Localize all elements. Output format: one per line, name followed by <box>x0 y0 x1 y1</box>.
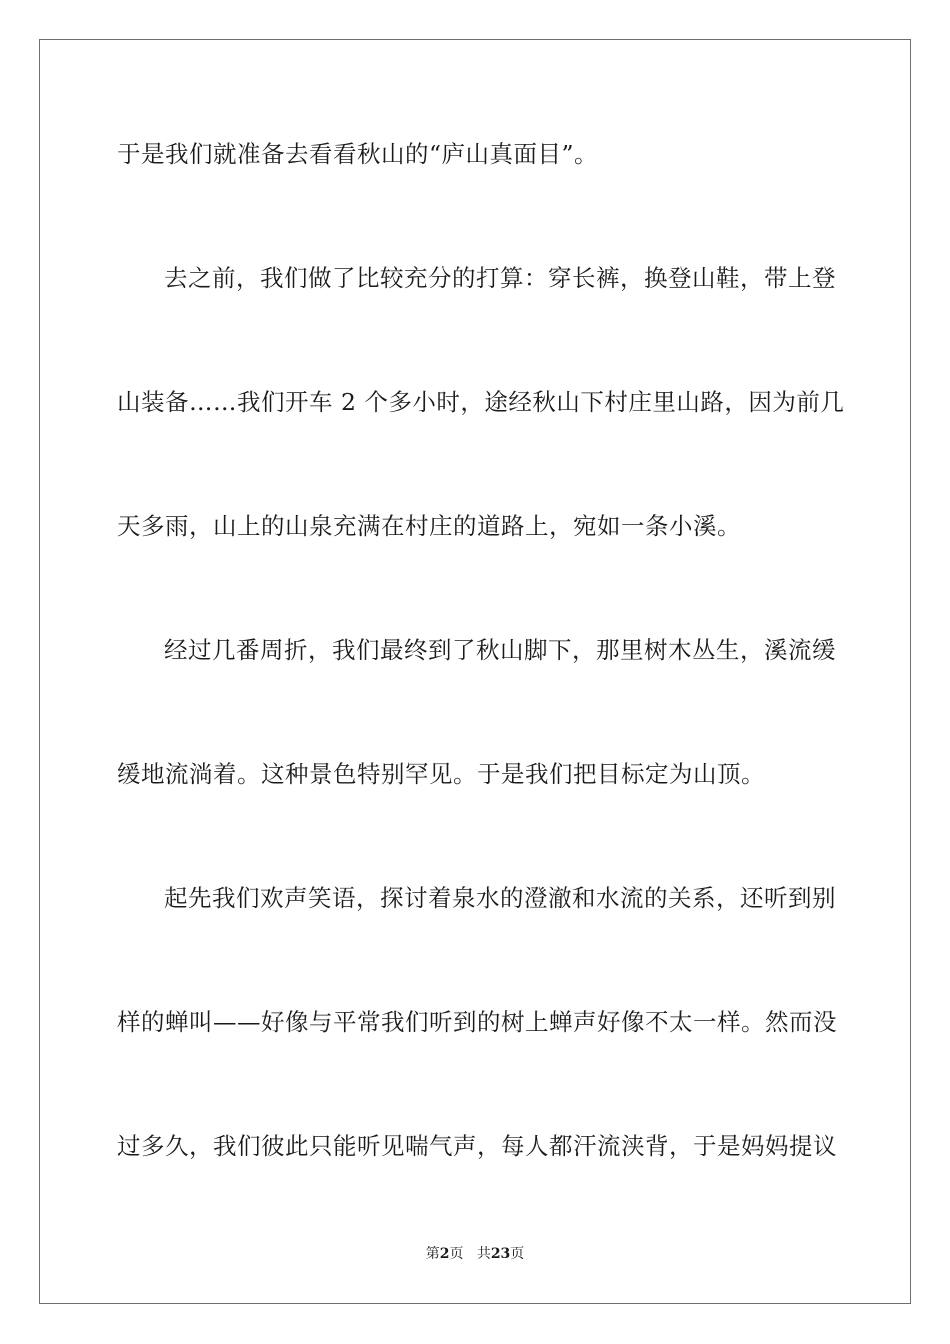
total-suffix: 页 <box>510 1246 525 1262</box>
page-footer <box>0 1244 950 1264</box>
text-line: 经过几番周折，我们最终到了秋山脚下，那里树木丛生，溪流缓 <box>164 636 836 664</box>
total-pages: 23 <box>490 1246 511 1262</box>
text-line: 过多久，我们彼此只能听见喘气声，每人都汗流浃背，于是妈妈提议 <box>117 1132 837 1160</box>
total-prefix: 共 <box>476 1246 491 1262</box>
page-border <box>39 39 911 1304</box>
page-number: 2 <box>439 1246 450 1262</box>
text-line: 缓地流淌着。这种景色特别罕见。于是我们把目标定为山顶。 <box>117 760 765 788</box>
page-prefix: 第 <box>425 1246 440 1262</box>
text-line: 起先我们欢声笑语，探讨着泉水的澄澈和水流的关系，还听到别 <box>164 884 836 912</box>
text-line: 山装备……我们开车 2 个多小时，途经秋山下村庄里山路，因为前几 <box>117 388 845 416</box>
text-line: 天多雨，山上的山泉充满在村庄的道路上，宛如一条小溪。 <box>117 512 741 540</box>
text-line: 于是我们就准备去看看秋山的“庐山真面目”。 <box>117 140 599 168</box>
page-suffix: 页 <box>449 1246 464 1262</box>
text-line: 去之前，我们做了比较充分的打算：穿长裤，换登山鞋，带上登 <box>164 264 836 292</box>
text-line: 样的蝉叫——好像与平常我们听到的树上蝉声好像不太一样。然而没 <box>117 1008 837 1036</box>
